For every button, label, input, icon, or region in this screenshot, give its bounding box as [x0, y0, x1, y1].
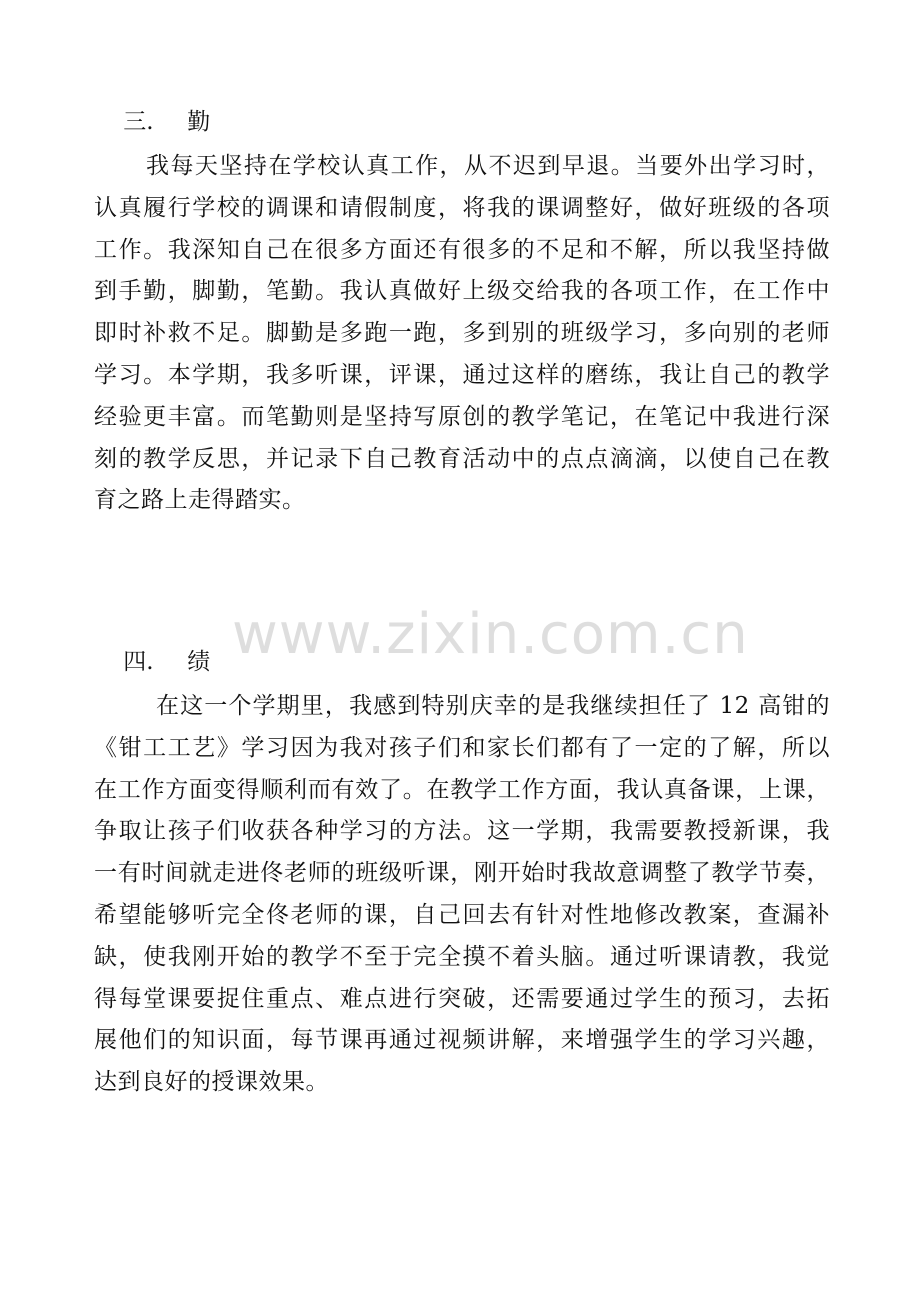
section-4-paragraph	[94, 686, 830, 1104]
watermark: www.zixin.com.cn	[232, 602, 749, 667]
section-4-number: 四.	[123, 649, 154, 675]
paragraph-line: 学习。本学期，我多听课，评课，通过这样的磨练，我让自己的教学	[94, 361, 830, 388]
paragraph-line: 得每堂课要捉住重点、难点进行突破，还需要通过学生的预习，去拓	[94, 985, 830, 1012]
paragraph-line: 缺，使我刚开始的教学不至于完全摸不着头脑。通过听课请教，我觉	[94, 943, 830, 970]
paragraph-line: 在这一个学期里，我感到特别庆幸的是我继续担任了 12 高钳的	[156, 693, 830, 719]
paragraph-line: 一有时间就走进佟老师的班级听课，刚开始时我故意调整了教学节奏，	[94, 860, 830, 887]
paragraph-line: 认真履行学校的调课和请假制度，将我的课调整好，做好班级的各项	[94, 194, 830, 221]
paragraph-line: 经验更丰富。而笔勤则是坚持写原创的教学笔记，在笔记中我进行深	[94, 403, 830, 430]
paragraph-line: 到手勤，脚勤，笔勤。我认真做好上级交给我的各项工作，在工作中	[94, 278, 830, 305]
paragraph-line: 育之路上走得踏实。	[94, 487, 306, 514]
section-3-paragraph	[94, 146, 830, 522]
paragraph-line: 我每天坚持在学校认真工作，从不迟到早退。当要外出学习时，	[146, 153, 830, 179]
section-4-title: 绩	[187, 649, 211, 675]
paragraph-line: 争取让孩子们收获各种学习的方法。这一学期，我需要教授新课，我	[94, 818, 830, 845]
paragraph-line: 在工作方面变得顺利而有效了。在教学工作方面，我认真备课，上课，	[94, 776, 830, 803]
section-3-number: 三.	[123, 109, 154, 135]
paragraph-line: 《钳工工艺》学习因为我对孩子们和家长们都有了一定的了解，所以	[94, 734, 830, 761]
paragraph-line: 希望能够听完全佟老师的课，自己回去有针对性地修改教案，查漏补	[94, 901, 830, 928]
paragraph-line: 达到良好的授课效果。	[94, 1069, 329, 1096]
paragraph-line: 展他们的知识面，每节课再通过视频讲解，来增强学生的学习兴趣，	[94, 1027, 830, 1054]
paragraph-line: 刻的教学反思，并记录下自己教育活动中的点点滴滴，以使自己在教	[94, 445, 830, 472]
paragraph-line: 工作。我深知自己在很多方面还有很多的不足和不解，所以我坚持做	[94, 236, 830, 263]
section-3-title: 勤	[187, 109, 211, 135]
paragraph-line: 即时补救不足。脚勤是多跑一跑，多到别的班级学习，多向别的老师	[94, 320, 830, 347]
